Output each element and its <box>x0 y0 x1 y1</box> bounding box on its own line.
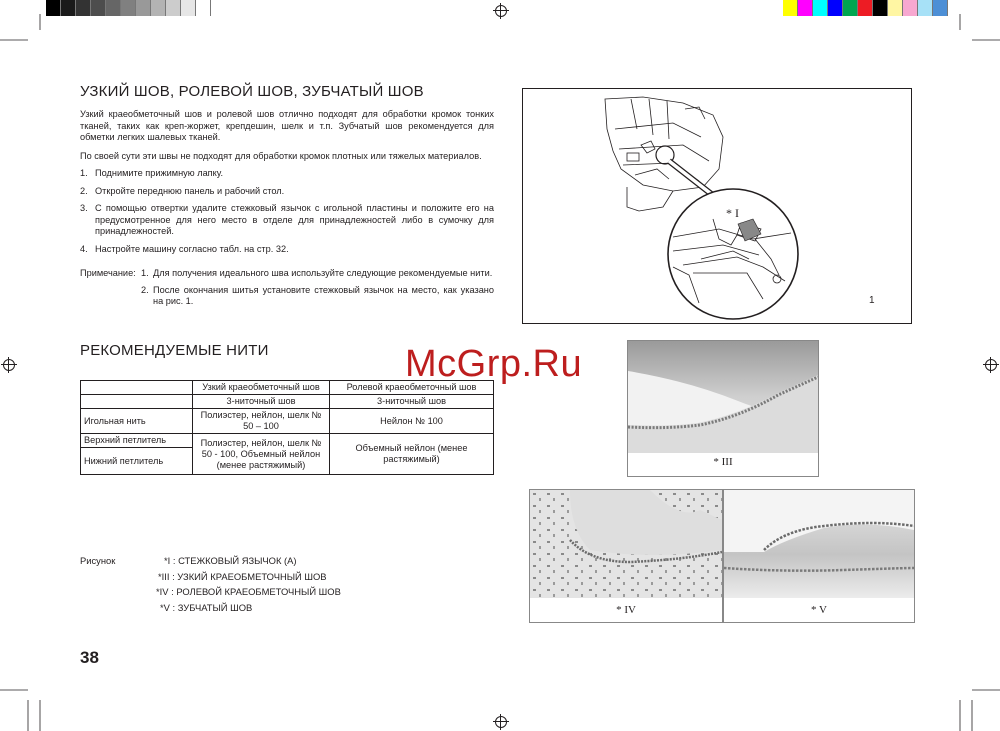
cell-looper-rolled: Объемный нейлон (менее растяжимый) <box>330 434 494 475</box>
figure-1-marker: * I <box>726 206 739 220</box>
section-title-seams: УЗКИЙ ШОВ, РОЛЕВОЙ ШОВ, ЗУБЧАТЫЙ ШОВ <box>80 83 424 100</box>
legend-item: *V : ЗУБЧАТЫЙ ШОВ <box>160 601 253 613</box>
legend-item: *I : СТЕЖКОВЫЙ ЯЗЫЧОК (A) <box>164 555 297 566</box>
subheader-rolled: 3-ниточный шов <box>330 395 494 409</box>
cell-needle-narrow: Полиэстер, нейлон, шелк № 50 – 100 <box>193 409 330 434</box>
note-1: Для получения идеального шва используйте следующие рекомендуемые нити. <box>153 268 493 278</box>
col-header-narrow: Узкий краеобметочный шов <box>193 381 330 395</box>
row-label-lower-looper: Нижний петлитель <box>81 448 193 475</box>
step-1: 1. Поднимите прижимную лапку. <box>80 168 224 178</box>
fabric-photo-iii <box>628 341 818 453</box>
section-title-threads: РЕКОМЕНДУЕМЫЕ НИТИ <box>80 342 269 359</box>
row-label-upper-looper: Верхний петлитель <box>81 434 193 448</box>
watermark: McGrp.Ru <box>405 343 583 385</box>
step-3: 3. С помощью отвертки удалите стежковый язычок с игольной пластины и положите его на предусмотренное для него место в отделе для принадлежностей либо в сумочку для принадлежностей. <box>80 203 494 237</box>
legend-item: *IV : РОЛЕВОЙ КРАЕОБМЕТОЧНЫЙ ШОВ <box>156 586 341 597</box>
step-4: 4. Настройте машину согласно табл. на стр. 32. <box>80 243 289 254</box>
materials-note: По своей сути эти швы не подходят для обработки кромок плотных или тяжелых материалов. <box>80 151 482 161</box>
page-number: 38 <box>80 648 99 667</box>
caption-v: * V <box>811 604 827 616</box>
thread-table <box>80 380 494 475</box>
legend-label: Рисунок <box>80 555 116 566</box>
legend-list <box>156 553 341 615</box>
row-label-needle: Игольная нить <box>81 409 193 434</box>
table-corner <box>81 381 193 395</box>
cell-looper-narrow: Полиэстер, нейлон, шелк № 50 - 100, Объемный нейлон (менее растяжимый) <box>193 434 330 475</box>
intro-paragraph: Узкий краеобметочный шов и ролевой шов отлично подходят для обработки кромок тонких тканей, таких как креп-жоржет, крепдешин, шелк и т.п. Зубчатый шов рекомендуется для обметки легких шалевых тканей. <box>80 109 494 143</box>
legend-item: *III : УЗКИЙ КРАЕОБМЕТОЧНЫЙ ШОВ <box>158 570 327 582</box>
machine-illustration <box>523 89 911 323</box>
photo-v <box>723 489 915 623</box>
caption-iv: * IV <box>616 604 636 616</box>
photo-iii <box>627 340 819 477</box>
figure-1-box <box>522 88 912 324</box>
photo-iv <box>529 489 723 623</box>
steps-list <box>80 168 494 256</box>
figure-1-number: 1 <box>869 295 875 306</box>
caption-iii: * III <box>713 456 733 468</box>
note-label: Примечание: <box>80 268 136 278</box>
fabric-photo-iv <box>530 490 722 598</box>
notes-block: Примечание: 1. Для получения идеального шва используйте следующие рекомендуемые нити. 2. После окончания шитья установите стежковый язычок на место, как указано на рис. 1. <box>80 268 494 307</box>
cell-needle-rolled: Нейлон № 100 <box>330 409 494 434</box>
subheader-narrow: 3-ниточный шов <box>193 395 330 409</box>
step-2: 2. Откройте переднюю панель и рабочий стол. <box>80 185 285 196</box>
fabric-photo-v <box>724 490 914 598</box>
col-header-rolled: Ролевой краеобметочный шов <box>330 381 494 395</box>
note-2: После окончания шитья установите стежковый язычок на место, как указано на рис. 1. <box>153 284 494 307</box>
